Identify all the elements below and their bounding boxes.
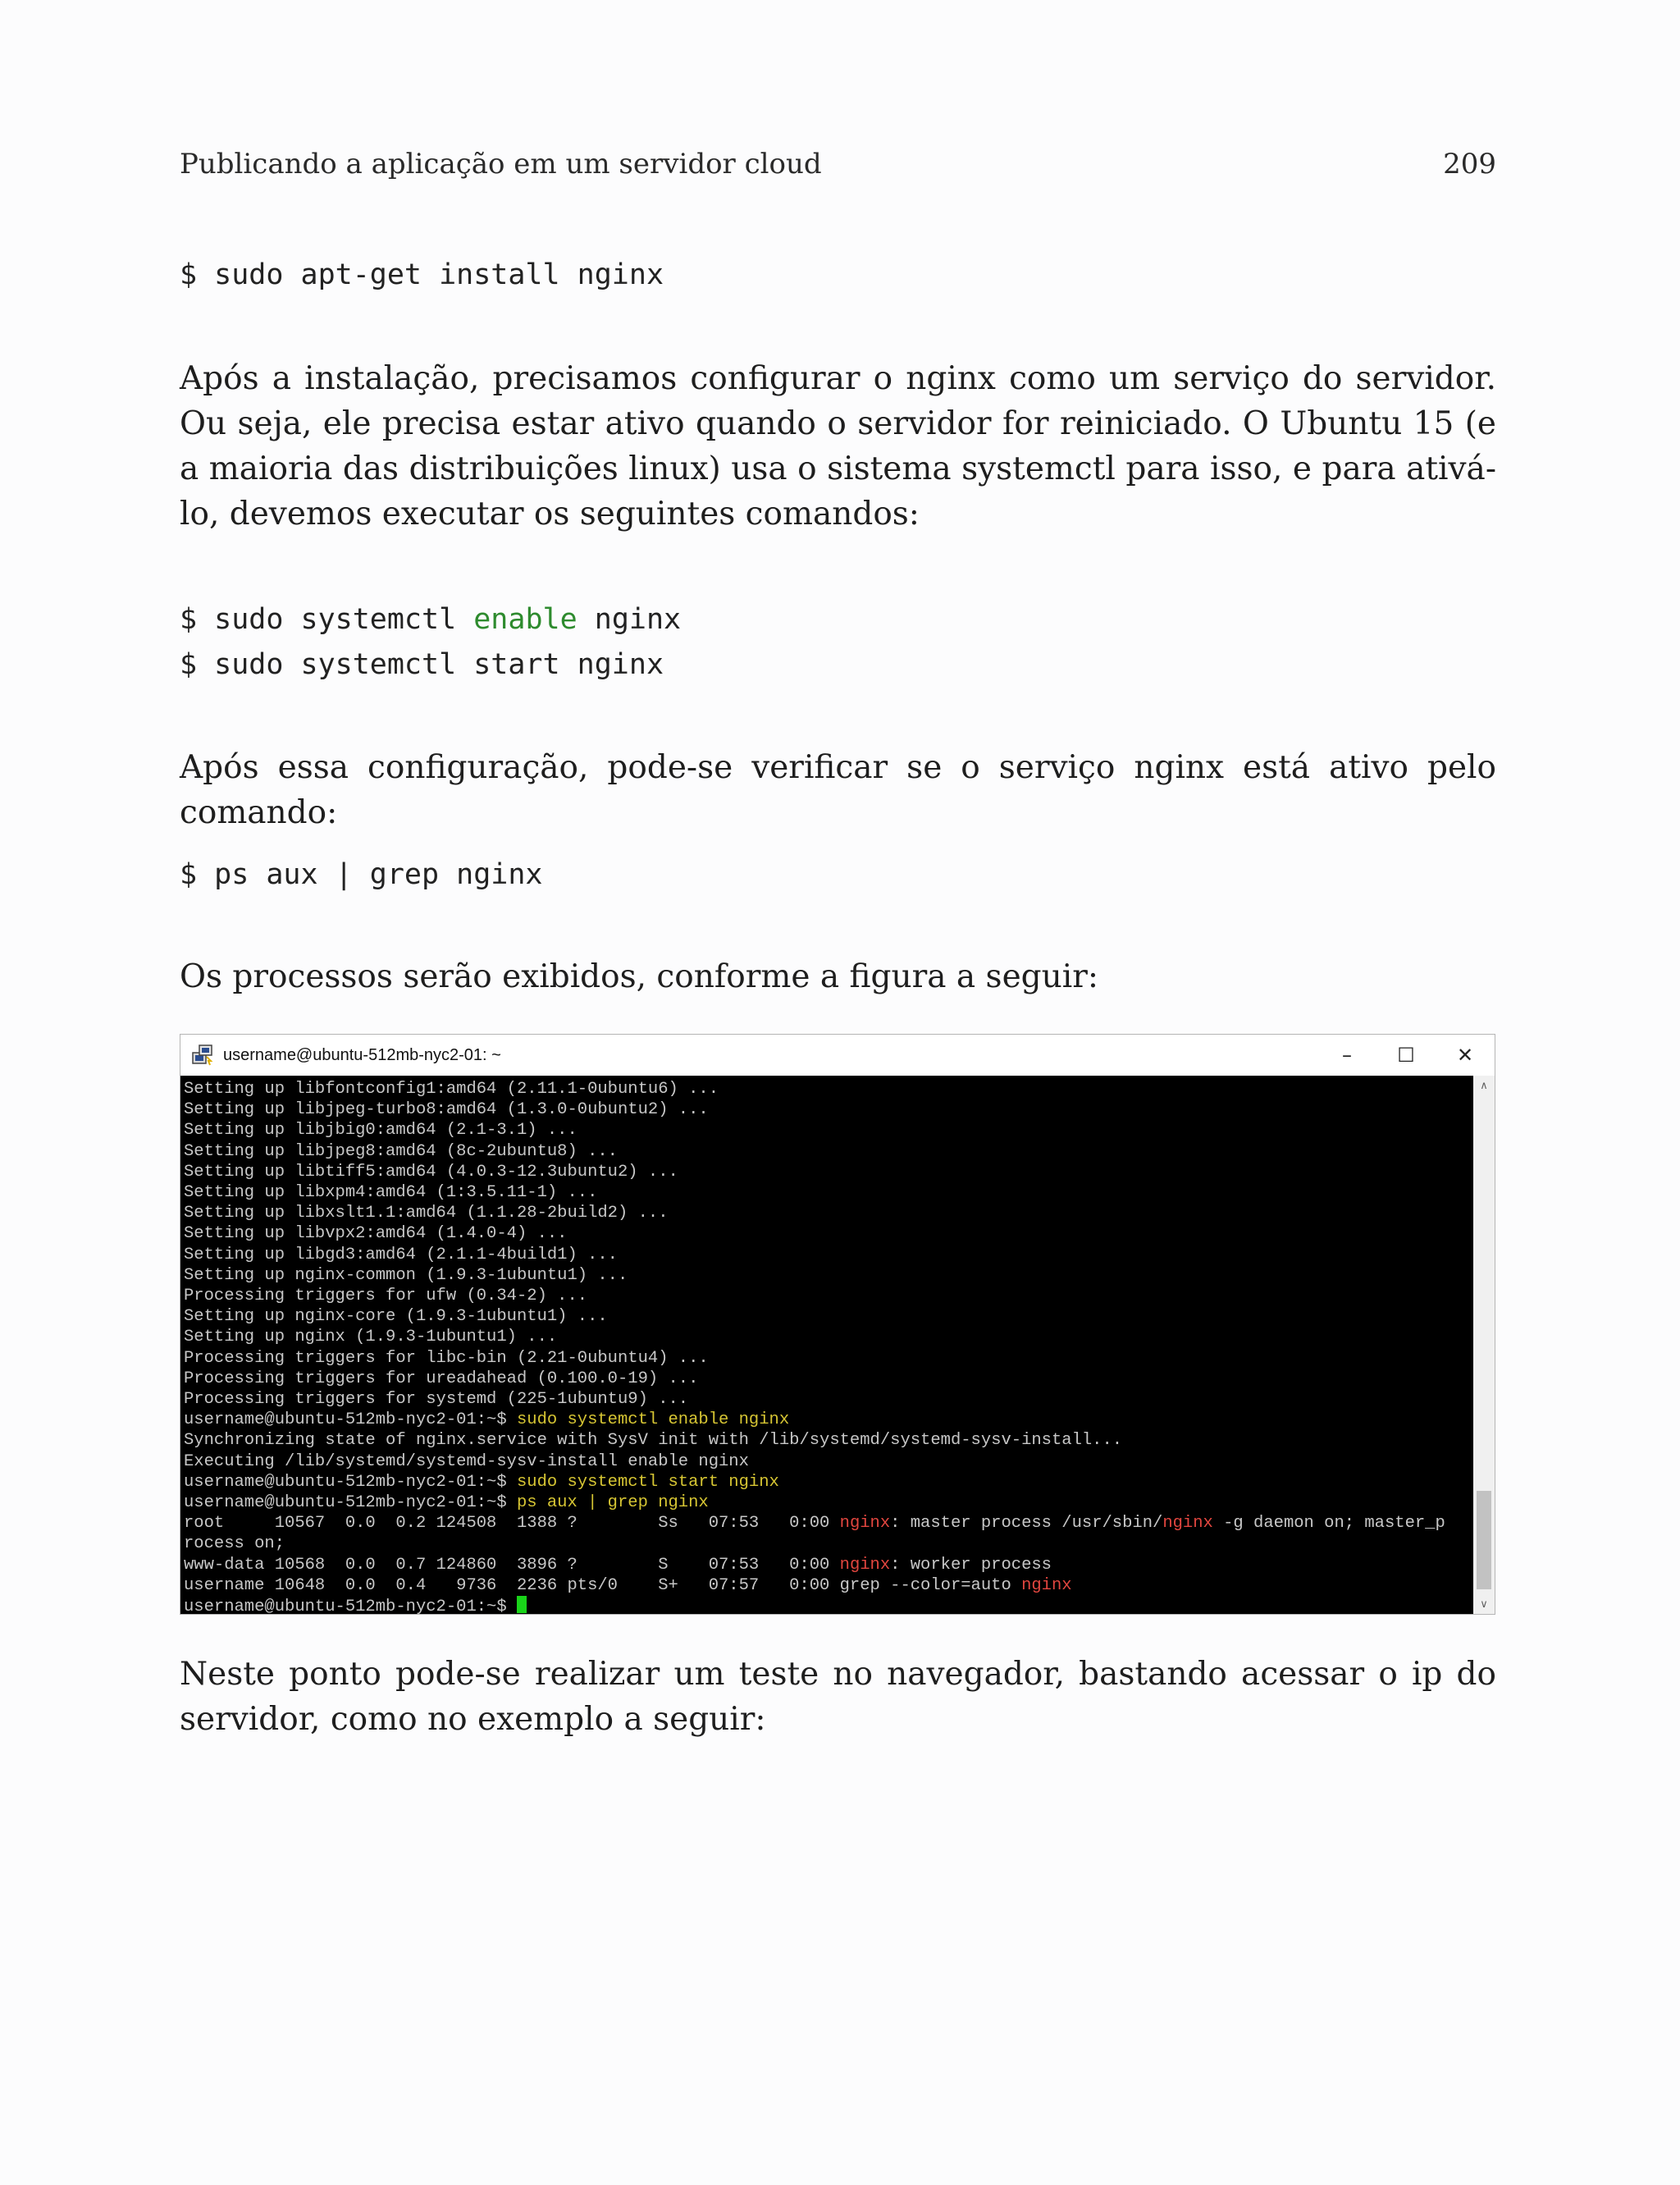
paragraph-verify: Após essa configuração, pode-se verificar se o serviço nginx está ativo pelo comando: [180, 749, 1496, 831]
terminal-output [180, 1076, 1473, 1614]
terminal-line: Setting up nginx-common (1.9.3-1ubuntu1) ... [184, 1265, 628, 1285]
terminal-line: Setting up nginx (1.9.3-1ubuntu1) ... [184, 1328, 558, 1347]
chapter-title: Publicando a aplicação em um servidor cloud [180, 148, 822, 181]
terminal-line: username@ubuntu-512mb-nyc2-01:~$ [184, 1598, 527, 1614]
terminal-line: Executing /lib/systemd/systemd-sysv-install enable nginx [184, 1451, 749, 1471]
terminal-title: username@ubuntu-512mb-nyc2-01: ~ [223, 1045, 501, 1064]
scroll-down-icon: ∨ [1480, 1598, 1488, 1611]
terminal-line: Setting up libfontconfig1:amd64 (2.11.1-0ubuntu6) ... [184, 1080, 719, 1099]
code-block-ps [180, 853, 543, 898]
code-line: $ sudo apt-get install nginx [180, 258, 664, 291]
page-header [180, 148, 1496, 181]
terminal-line: Setting up libxslt1.1:amd64 (1.1.28-2build2) ... [184, 1204, 669, 1223]
terminal-line: Setting up libvpx2:amd64 (1.4.0-4) ... [184, 1224, 568, 1244]
putty-icon [190, 1043, 215, 1067]
terminal-lines [180, 1076, 1473, 1614]
paragraph-browser-test: Neste ponto pode-se realizar um teste no navegador, bastando acessar o ip do servidor, como no exemplo a seguir: [180, 1656, 1496, 1738]
page-number: 209 [1443, 148, 1496, 181]
keyword-enable: enable [473, 603, 578, 636]
cursor [517, 1596, 527, 1613]
terminal-titlebar [180, 1035, 1495, 1077]
paragraph-intro: Após a instalação, precisamos configurar o nginx como um serviço do servidor. Ou seja, ele precisa estar ativo quando o servidor for reiniciado. O Ubuntu 15 (e a maioria das distribuições linux) usa o sistema systemctl para isso, e para ativá-lo, devemos executar os seguintes comandos: [180, 360, 1496, 533]
code-line: $ ps aux | grep nginx [180, 858, 543, 891]
terminal-line: Setting up libjpeg-turbo8:amd64 (1.3.0-0ubuntu2) ... [184, 1100, 709, 1120]
terminal-line: Setting up libjbig0:amd64 (2.1-3.1) ... [184, 1121, 578, 1140]
scroll-up-icon: ∧ [1480, 1079, 1488, 1092]
terminal-line: Processing triggers for libc-bin (2.21-0ubuntu4) ... [184, 1348, 709, 1368]
code-block-systemctl [180, 597, 681, 688]
terminal-line: Setting up libxpm4:amd64 (1:3.5.11-1) ... [184, 1183, 598, 1203]
code-block-install [180, 253, 664, 298]
close-icon: ✕ [1456, 1044, 1474, 1067]
terminal-line: root 10567 0.0 0.2 124508 1388 ? Ss 07:53 0:00 nginx: master process /usr/sbin/nginx -g daemon on; master_p [184, 1514, 1445, 1534]
scroll-thumb [1477, 1491, 1491, 1589]
terminal-line: Processing triggers for systemd (225-1ubuntu9) ... [184, 1390, 689, 1410]
terminal-line: Synchronizing state of nginx.service with SysV init with /lib/systemd/systemd-sysv-install... [184, 1431, 1123, 1451]
terminal-scrollbar [1473, 1076, 1495, 1614]
terminal-line: username@ubuntu-512mb-nyc2-01:~$ ps aux | grep nginx [184, 1493, 709, 1513]
terminal-line: rocess on; [184, 1534, 285, 1554]
maximize-icon: ☐ [1397, 1044, 1415, 1067]
paragraph-processes: Os processos serão exibidos, conforme a figura a seguir: [180, 958, 1098, 995]
code-line: $ sudo systemctl start nginx [180, 648, 664, 681]
terminal-line: username@ubuntu-512mb-nyc2-01:~$ sudo systemctl enable nginx [184, 1410, 790, 1430]
terminal-line: username 10648 0.0 0.4 9736 2236 pts/0 S+ 07:57 0:00 grep --color=auto nginx [184, 1575, 1072, 1595]
terminal-line: username@ubuntu-512mb-nyc2-01:~$ sudo systemctl start nginx [184, 1472, 779, 1492]
terminal-line: Processing triggers for ureadahead (0.100.0-19) ... [184, 1369, 699, 1388]
minimize-icon: – [1342, 1044, 1352, 1067]
terminal-line: Setting up libtiff5:amd64 (4.0.3-12.3ubuntu2) ... [184, 1162, 678, 1182]
code-line: $ sudo systemctl enable nginx [180, 603, 682, 636]
terminal-line: Setting up libgd3:amd64 (2.1.1-4build1) ... [184, 1245, 618, 1264]
terminal-line: www-data 10568 0.0 0.7 124860 3896 ? S 07:53 0:00 nginx: worker process [184, 1555, 1052, 1575]
terminal-line: Setting up nginx-core (1.9.3-1ubuntu1) ... [184, 1307, 608, 1327]
terminal-line: Processing triggers for ufw (0.34-2) ... [184, 1287, 588, 1306]
terminal-line: Setting up libjpeg8:amd64 (8c-2ubuntu8) ... [184, 1141, 618, 1161]
terminal-screenshot [180, 1034, 1495, 1615]
